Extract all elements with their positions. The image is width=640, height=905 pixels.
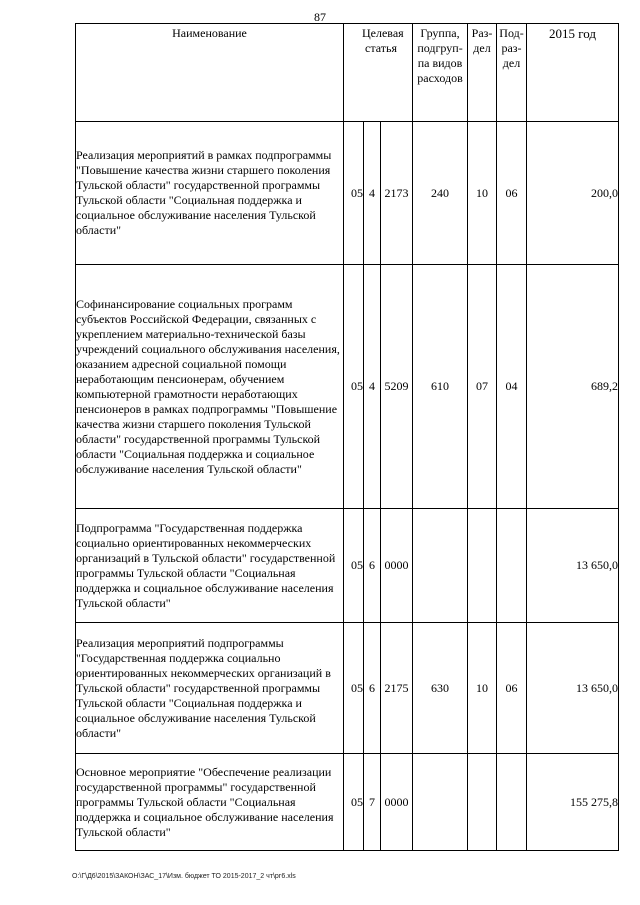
footer-file-path: O:\Г\Д6\2015\ЗАКОН\ЗАС_17\Изм. бюджет ТО 2015-2017_2 чт\рг6.xls: [72, 873, 296, 880]
target-article-part2-cell: 6: [364, 623, 381, 754]
target-article-part2-cell: 4: [364, 122, 381, 265]
target-article-part1-cell: 05: [344, 265, 364, 509]
subsection-cell: 06: [497, 623, 527, 754]
target-article-part1-cell: 05: [344, 509, 364, 623]
budget-table: [75, 23, 619, 851]
amount-cell: 13 650,0: [527, 509, 619, 623]
header-section: Раз- дел: [468, 24, 497, 122]
row-name-cell: Подпрограмма "Государственная поддержка социально ориентированных некоммерческих организаций в Тульской области" государственной программы Тульской области "Социальная поддержка и социальное обслуживание населения Тульской области": [76, 509, 344, 623]
expense-group-cell: 630: [413, 623, 468, 754]
target-article-part2-cell: 4: [364, 265, 381, 509]
section-cell: [468, 509, 497, 623]
section-cell: [468, 754, 497, 851]
header-target-article: Целевая статья: [344, 24, 413, 122]
header-year: 2015 год: [527, 24, 619, 122]
amount-cell: 13 650,0: [527, 623, 619, 754]
expense-group-cell: 610: [413, 265, 468, 509]
header-subsection: Под- раз- дел: [497, 24, 527, 122]
table-header-row: [76, 24, 619, 122]
target-article-part3-cell: 5209: [381, 265, 413, 509]
subsection-cell: 06: [497, 122, 527, 265]
expense-group-cell: [413, 754, 468, 851]
subsection-cell: [497, 754, 527, 851]
expense-group-cell: 240: [413, 122, 468, 265]
header-name: Наименование: [76, 24, 344, 122]
amount-cell: 200,0: [527, 122, 619, 265]
row-realization-2173: [76, 122, 619, 265]
target-article-part3-cell: 0000: [381, 509, 413, 623]
row-name-cell: Реализация мероприятий подпрограммы "Государственная поддержка социально ориентированных некоммерческих организаций в Тульской области" государственной программы Тульской области "Социальная поддержка и социальное обслуживание населения Тульской области": [76, 623, 344, 754]
section-cell: 10: [468, 623, 497, 754]
target-article-part1-cell: 05: [344, 754, 364, 851]
row-cofinancing-5209: [76, 265, 619, 509]
target-article-part3-cell: 2175: [381, 623, 413, 754]
target-article-part2-cell: 6: [364, 509, 381, 623]
page-number: 87: [314, 10, 326, 24]
target-article-part1-cell: 05: [344, 122, 364, 265]
row-name-cell: Основное мероприятие "Обеспечение реализации государственной программы" государственной программы Тульской области "Социальная поддержка и социальное обслуживание населения Тульской области": [76, 754, 344, 851]
subsection-cell: 04: [497, 265, 527, 509]
subsection-cell: [497, 509, 527, 623]
table-body: [76, 122, 619, 851]
target-article-part3-cell: 2173: [381, 122, 413, 265]
row-main-activity-0000: [76, 754, 619, 851]
amount-cell: 689,2: [527, 265, 619, 509]
row-name-cell: Софинансирование социальных программ субъектов Российской Федерации, связанных с укреплением материально-технической базы учреждений социального обслуживания населения, оказанием адресной социальной помощи неработающим пенсионерам, обучением компьютерной грамотности неработающих пенсионеров в рамках подпрограммы "Повышение качества жизни старшего поколения Тульской области" государственной программы Тульской области "Социальная поддержка и социальное обслуживание населения Тульской области": [76, 265, 344, 509]
expense-group-cell: [413, 509, 468, 623]
row-realization-2175: [76, 623, 619, 754]
target-article-part2-cell: 7: [364, 754, 381, 851]
section-cell: 07: [468, 265, 497, 509]
target-article-part1-cell: 05: [344, 623, 364, 754]
target-article-part3-cell: 0000: [381, 754, 413, 851]
row-name-cell: Реализация мероприятий в рамках подпрограммы "Повышение качества жизни старшего поколения Тульской области" государственной программы Тульской области "Социальная поддержка и социальное обслуживание населения Тульской области": [76, 122, 344, 265]
row-subprogram-0000: [76, 509, 619, 623]
section-cell: 10: [468, 122, 497, 265]
header-expense-group: Группа, подгруп- па видов расходов: [413, 24, 468, 122]
amount-cell: 155 275,8: [527, 754, 619, 851]
